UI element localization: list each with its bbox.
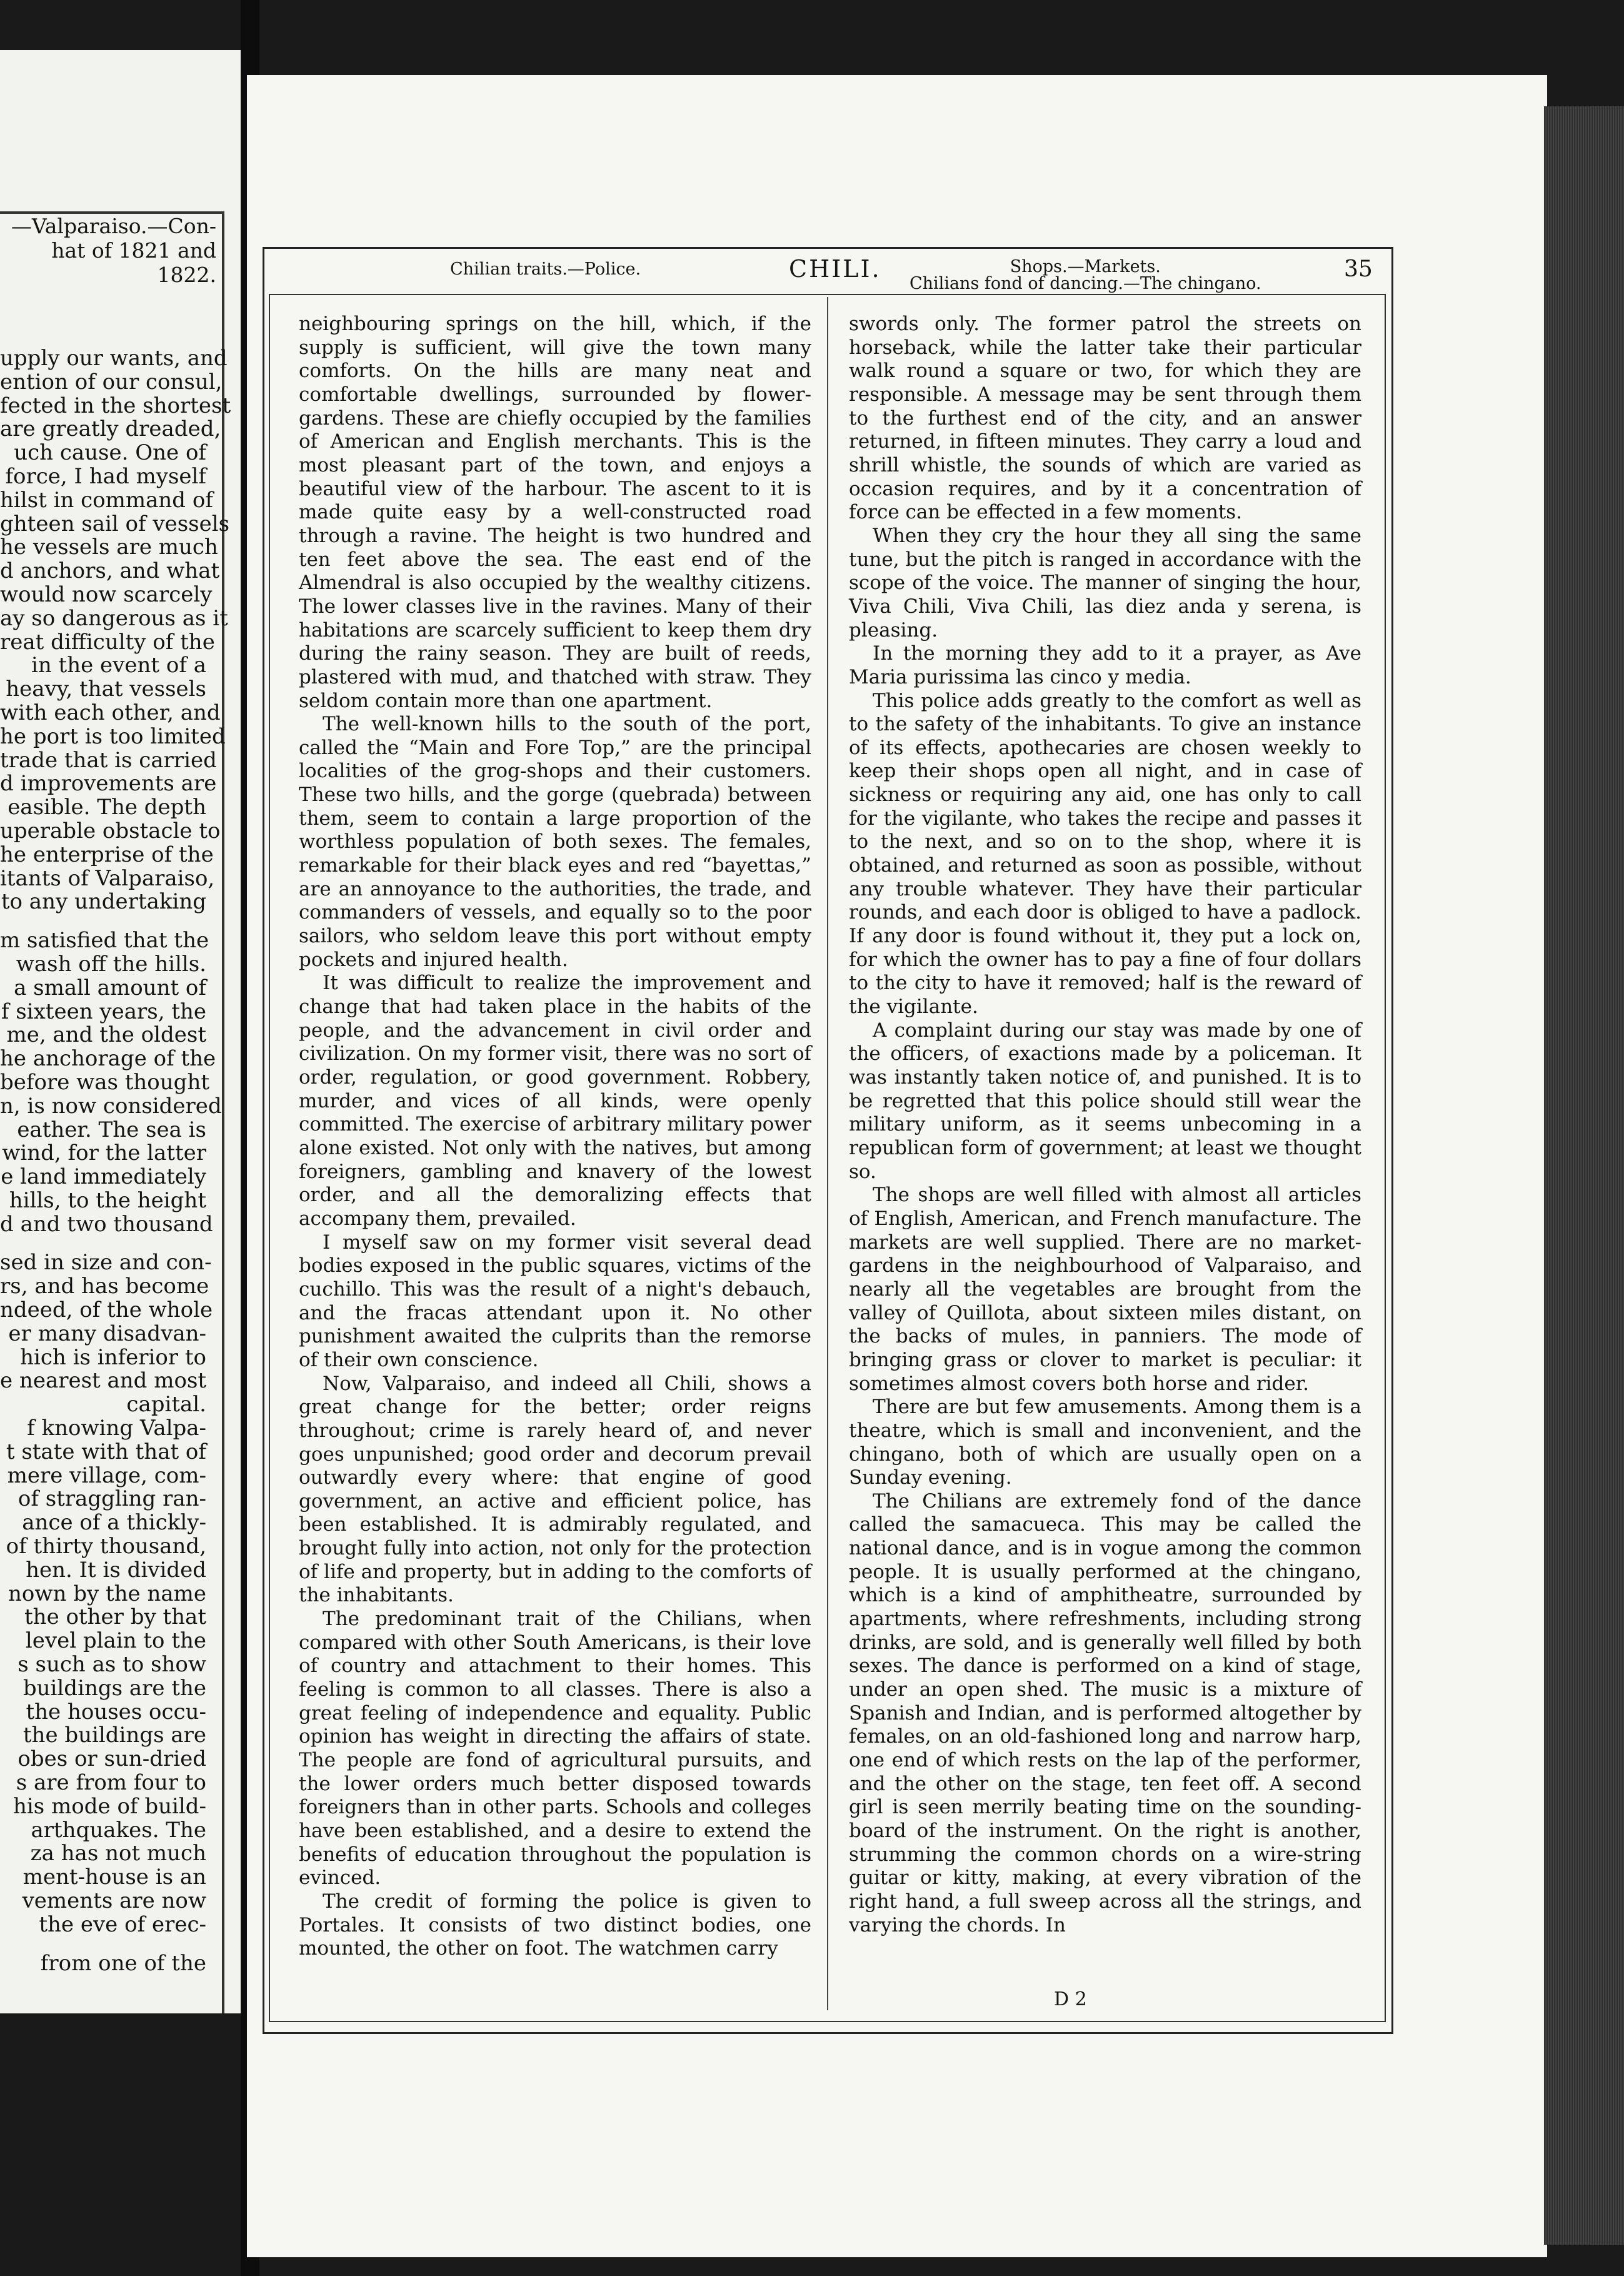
left-page-line: a small amount of <box>14 975 206 1000</box>
left-page-line: upply our wants, and <box>0 346 228 371</box>
left-page-line: er many disadvan- <box>8 1321 206 1346</box>
left-page-line: wash off the hills. <box>16 951 206 977</box>
paragraph: In the morning they add to it a prayer, as Ave Maria purissima las cinco y media. <box>849 642 1361 688</box>
left-page-line: arthquakes. The <box>31 1817 206 1843</box>
paragraph: A complaint during our stay was made by one of the officers, of exactions made by a policeman. It was instantly taken notice of, and punished. It is to be regretted that this police should still wear the military uniform, as it seems unbecoming in a republican form of government; at least we thought so. <box>849 1019 1361 1183</box>
left-page-line: mere village, com- <box>7 1463 206 1488</box>
left-page-line: the houses occu- <box>26 1699 206 1725</box>
column-divider <box>827 297 828 2010</box>
paragraph: The credit of forming the police is given to Portales. It consists of two distinct bodies, one mounted, the other on foot. The watchmen carry <box>299 1890 811 1960</box>
left-page-line: vements are now <box>22 1888 206 1913</box>
left-page-line: with each other, and <box>0 700 221 725</box>
paragraph: swords only. The former patrol the streets on horseback, while the latter take their particular walk round a square or two, for which they are responsible. A message may be sent through them to the furthest end of the city, and an answer returned, in fifteen minutes. They carry a loud and shrill whistle, the sounds of which are varied as occasion requires, and by it a concentration of force can be effected in a few moments. <box>849 313 1361 524</box>
left-page-line <box>0 1236 206 1251</box>
left-page-line: uperable obstacle to <box>0 818 221 843</box>
paragraph: I myself saw on my former visit several dead bodies exposed in the public squares, victims of the cuchillo. This was the result of a night's debauch, and the fracas attendant upon it. No other punishment awaited the culprits than the remorse of their own conscience. <box>299 1231 811 1371</box>
book-fore-edge <box>1544 106 1624 2245</box>
left-page-line: buildings are the <box>23 1675 206 1701</box>
left-page-line: ention of our consul, <box>0 369 223 395</box>
left-page-line: wind, for the latter <box>2 1141 206 1166</box>
left-page-line: reat difficulty of the <box>0 629 215 655</box>
left-page-line: in the event of a <box>31 653 206 678</box>
running-head-right-line2: Chilians fond of dancing.—The chingano. <box>910 274 1261 293</box>
left-page-line: m satisfied that the <box>0 928 209 954</box>
left-page-line: rs, and has become <box>0 1274 209 1299</box>
paragraph: The shops are well filled with almost all articles of English, American, and French manufacture. The markets are well supplied. There are no market-gardens in the neighbourhood of Valparaiso, and nearly all the vegetables are brought from the valley of Quillota, about sixteen miles distant, on the backs of mules, in panniers. The mode of bringing grass or clover to market is peculiar: it sometimes almost covers both horse and rider. <box>849 1184 1361 1395</box>
left-page-line: f knowing Valpa- <box>27 1416 206 1441</box>
paragraph: Now, Valparaiso, and indeed all Chili, shows a great change for the better; order reigns throughout; crime is rarely heard of, and never goes unpunished; good order and decorum prevail outwardly every where: that engine of good government, an active and efficient police, has been established. It is admirably regulated, and brought fully into action, not only for the protection of life and property, but in adding to the comforts of the inhabitants. <box>299 1372 811 1607</box>
left-page-line: d improvements are <box>0 771 217 797</box>
left-page-line: ndeed, of the whole <box>0 1297 213 1323</box>
running-head-right-line1: Shops.—Markets. <box>1010 257 1161 276</box>
left-page-line: the other by that <box>24 1604 206 1630</box>
running-head-right <box>910 258 1261 292</box>
left-page-line: heavy, that vessels <box>6 677 206 702</box>
left-page-line: hen. It is divided <box>26 1557 206 1583</box>
left-page-line: ance of a thickly- <box>22 1510 206 1536</box>
left-page-line: s such as to show <box>18 1652 206 1678</box>
signature-mark: D 2 <box>1054 1988 1087 2010</box>
left-page-line: hich is inferior to <box>20 1344 206 1370</box>
left-page-line: e land immediately <box>1 1164 206 1190</box>
left-page-line: easible. The depth <box>8 795 206 820</box>
left-page-line: he enterprise of the <box>0 842 214 867</box>
paragraph: The well-known hills to the south of the port, called the “Main and Fore Top,” are the principal localities of the grog-shops and their customers. These two hills, and the gorge (quebrada) between them, seem to contain a large proportion of the worthless population of both sexes. The females, remarkable for their black eyes and red “bayettas,” are an annoyance to the authorities, the trade, and commanders of vessels, and equally so to the poor sailors, who seldom leave this port without empty pockets and injured health. <box>299 713 811 971</box>
left-page-line: of thirty thousand, <box>6 1534 206 1559</box>
left-page-line: fected in the shortest <box>0 393 231 418</box>
left-page-line: force, I had myself <box>5 463 206 489</box>
left-head-line: —Valparaiso.—Con- <box>11 214 216 238</box>
left-page-line: hilst in command of <box>0 487 213 513</box>
paragraph: It was difficult to realize the improvement and change that had taken place in the habits of the people, and the advancement in civil order and civilization. On my former visit, there was no sort of order, regulation, or good government. Robbery, murder, and vices of all kinds, were openly committed. The exercise of arbitrary military power alone existed. Not only with the natives, but among foreigners, gambling and knavery of the lowest order, and all the demoralizing effects that accompany them, prevailed. <box>299 972 811 1230</box>
left-page-line: are greatly dreaded, <box>0 416 221 442</box>
left-head-line: hat of 1821 and 1822. <box>51 238 216 287</box>
left-page-line: obes or sun-dried <box>18 1746 206 1772</box>
left-page-line: he anchorage of the <box>0 1046 216 1072</box>
left-page-line: his mode of build- <box>13 1793 206 1819</box>
left-page-line: level plain to the <box>25 1628 206 1654</box>
left-page-line: ment-house is an <box>23 1865 206 1890</box>
left-page-line: capital. <box>126 1392 206 1417</box>
left-page-line: e nearest and most <box>0 1368 207 1394</box>
left-page-line: uch cause. One of <box>14 440 206 466</box>
left-page-line: to any undertaking <box>1 889 206 915</box>
left-page-line: trade that is carried <box>0 747 217 773</box>
left-page-line: he vessels are much <box>0 535 218 560</box>
left-page-line: from one of the <box>40 1950 206 1976</box>
left-page-line: d and two thousand <box>0 1211 213 1237</box>
left-page-line: s are from four to <box>16 1770 206 1796</box>
running-head-title: CHILI. <box>789 255 881 283</box>
left-page-line: za has not much <box>30 1841 206 1866</box>
paragraph: The predominant trait of the Chilians, when compared with other South Americans, is their love of country and attachment to their homes. This feeling is common to all classes. There is also a great feeling of independence and equality. Public opinion has weight in directing the affairs of state. The people are fond of agricultural pursuits, and the lower orders much better disposed towards foreigners than in other parts. Schools and colleges have been established, and a desire to extend the benefits of education throughout the population is evinced. <box>299 1608 811 1890</box>
left-page-line: n, is now considered <box>0 1093 222 1119</box>
page-number: 35 <box>1344 256 1373 282</box>
left-page-line: hills, to the height <box>9 1187 206 1213</box>
left-page-line <box>0 914 206 929</box>
paragraph: There are but few amusements. Among them is a theatre, which is small and inconvenient, and the chingano, both of which are usually open on a Sunday evening. <box>849 1396 1361 1489</box>
text-column-left <box>299 313 811 1961</box>
left-page-line: before was thought <box>0 1069 210 1095</box>
left-page-line: of straggling ran- <box>18 1486 206 1512</box>
left-page-line: ay so dangerous as it <box>0 605 228 631</box>
paragraph: This police adds greatly to the comfort as well as to the safety of the inhabitants. To give an instance of its effects, apothecaries are chosen weekly to keep their shops open all night, and in case of sickness or requiring any aid, one has only to call for the vigilante, who takes the recipe and passes it to the next, and so on to the shop, where it is obtained, and returned as soon as possible, without any trouble whatever. They have their particular rounds, and each door is obliged to have a padlock. If any door is found without it, they put a lock on, for which the owner has to pay a fine of four dollars to the city to have it removed; half is the reward of the vigilante. <box>849 689 1361 1019</box>
paragraph: neighbouring springs on the hill, which, if the supply is sufficient, will give the town many comforts. On the hills are many neat and comfortable dwellings, surrounded by flower-gardens. These are chiefly occupied by the families of American and English merchants. This is the most pleasant part of the town, and enjoys a beautiful view of the harbour. The ascent to it is made quite easy by a well-constructed road through a ravine. The height is two hundred and ten feet above the sea. The east end of the Almendral is also occupied by the wealthy citizens. The lower classes live in the ravines. Many of their habitations are scarcely sufficient to keep them dry during the rainy season. They are built of reeds, plastered with mud, and thatched with straw. They seldom contain more than one apartment. <box>299 313 811 712</box>
left-page-line: ghteen sail of vessels <box>0 511 230 536</box>
running-head-left: Chilian traits.—Police. <box>450 259 641 279</box>
left-page-line: f sixteen years, the <box>1 999 206 1024</box>
paragraph: When they cry the hour they all sing the same tune, but the pitch is ranged in accordance with the scope of the voice. The manner of singing the hour, Viva Chili, Viva Chili, las diez anda y serena, is pleasing. <box>849 524 1361 642</box>
left-page-line: he port is too limited <box>0 723 226 749</box>
paragraph: The Chilians are extremely fond of the dance called the samacueca. This may be called the national dance, and is in vogue among the common people. It is usually performed at the chingano, which is a kind of amphitheatre, surrounded by apartments, where refreshments, including strong drinks, are sold, and is generally well filled by both sexes. The dance is performed on a kind of stage, under an open shed. The music is a mixture of Spanish and Indian, and is performed altogether by females, on an old-fashioned long and narrow harp, one end of which rests on the lap of the performer, and the other on the stage, ten feet off. A second girl is seen merrily beating time on the sounding-board of the instrument. On the right is another, strumming the common chords on a wire-string guitar or kitty, making, at every vibration of the right hand, a full sweep across all the strings, and varying the chords. In <box>849 1489 1361 1936</box>
left-page-line: me, and the oldest <box>6 1022 206 1048</box>
left-running-head <box>4 214 216 287</box>
left-page-line: the buildings are <box>23 1723 206 1748</box>
left-page-line: itants of Valparaiso, <box>0 865 215 891</box>
left-page-text <box>0 346 231 1976</box>
left-page-line: t state with that of <box>6 1439 206 1464</box>
left-page-line: d anchors, and what <box>0 558 220 584</box>
left-page <box>0 50 244 2013</box>
left-page-line: eather. The sea is <box>17 1117 206 1142</box>
text-column-right <box>849 313 1361 1937</box>
left-page-line: sed in size and con- <box>0 1250 212 1276</box>
left-page-line: would now scarcely <box>0 582 213 607</box>
left-page-line: nown by the name <box>8 1581 206 1606</box>
left-page-line: the eve of erec- <box>39 1911 206 1937</box>
left-page-line <box>0 1937 206 1952</box>
